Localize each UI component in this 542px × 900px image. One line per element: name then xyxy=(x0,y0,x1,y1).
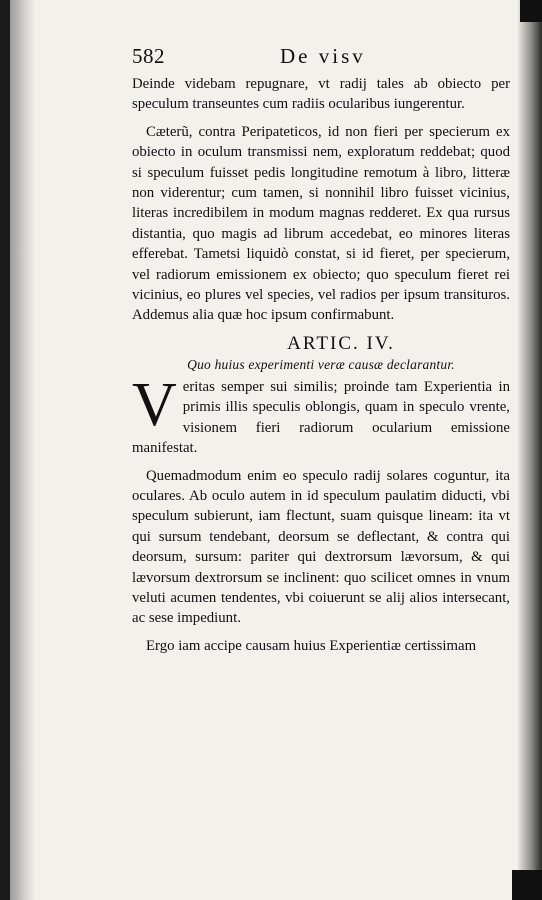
page-content xyxy=(132,40,510,663)
page-number: 582 xyxy=(132,44,165,68)
drop-cap-letter: V xyxy=(132,370,177,439)
section-subheading: Quo huius experimenti veræ causæ declarantur. xyxy=(187,356,455,372)
section-paragraph-1 xyxy=(132,370,510,459)
scan-clip-top xyxy=(520,0,542,22)
section-paragraph-2: Quemadmodum enim eo speculo radij solares coguntur, ita oculares. Ab oculo autem in id speculum paulatim diducti, vbi speculum subierunt, iam flectunt, suam quisque lineam: ita vt qui sursum tendebant, deorsum se deflectant, & contra qui deorsum, sursum: pariter qui dextrorsum lævorsum, & qui lævorsum dextrorsum se inclinent: quo scilicet omnes in vnum veluti acumen tendentes, vbi coiuerunt se alij alios intersecant, ac sese impediunt. xyxy=(132,467,510,627)
page-header xyxy=(132,40,510,74)
scan-clip-bottom xyxy=(512,870,542,900)
paragraph-1: Deinde videbam repugnare, vt radij tales ab obiecto per speculum transeuntes cum radiis ocularibus iungerentur. xyxy=(132,76,510,113)
page-edge-right xyxy=(518,0,542,900)
section-heading: ARTIC. IV. xyxy=(287,332,395,354)
paragraph-2: Cæterũ, contra Peripateticos, id non fieri per specierum ex obiecto in oculum transmissi nem, exploratum reddebat; quod si speculum fuisset pedis longitudine remotum à libro, litteræ non viderentur; cum tamen, si nonnihil libro fuisset vicinius, literas incredibilem in modum magnas redderet. Ex qua rursus distantia, quo magis ad librum accedebat, eo minores literas efferebat. Tametsi liquidò constat, si id fieret, per specierum, vel radiorum emissionem ex obiecto; quo speculum fieret rei vicinius, eo plures vel species, vel radios per ipsum transituros. Addemus alia quæ hoc ipsum confirmabunt. xyxy=(132,123,510,324)
running-head: De visv xyxy=(280,44,366,68)
section-paragraph-1-text: eritas semper sui similis; proinde tam Experientia in primis illis speculis oblongis, quam in speculo vrente, visionem fieri radiorum ocularium emissione manifestat. xyxy=(132,378,510,457)
page-gutter-shadow xyxy=(10,0,36,900)
book-page xyxy=(10,0,518,900)
section-paragraph-3: Ergo iam accipe causam huius Experientiæ certissimam xyxy=(146,637,477,654)
